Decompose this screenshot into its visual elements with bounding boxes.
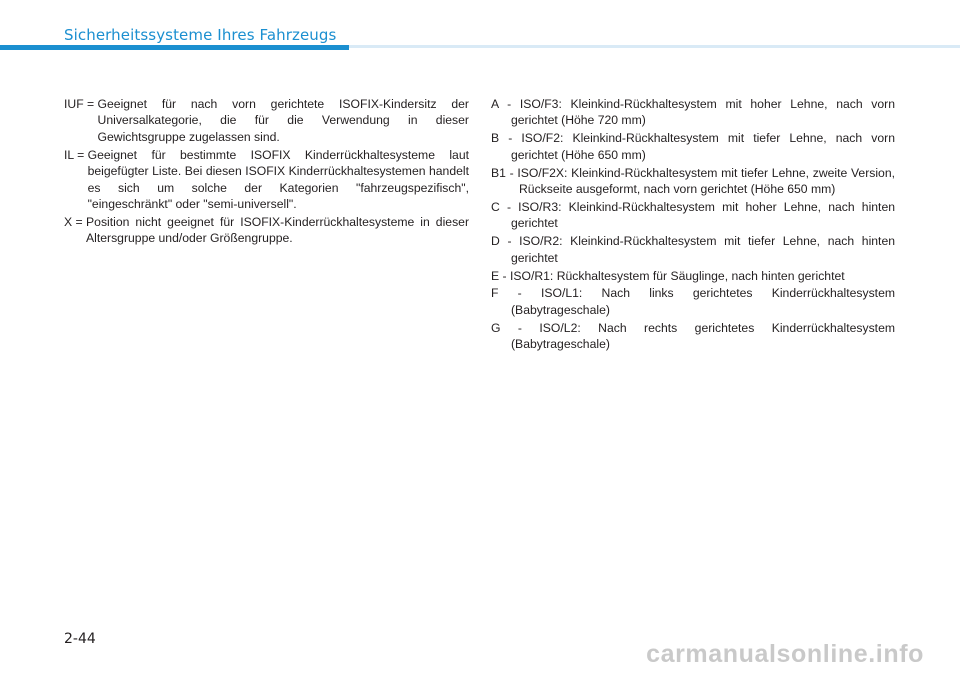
section-title: Sicherheitssysteme Ihres Fahrzeugs <box>64 26 337 44</box>
legend-text: Geeignet für bestimmte ISOFIX Kinderrückhaltesysteme laut beigefügter Liste. Bei diesen ISOFIX Kinderrückhaltesystemen handelt es sich um solche der Kategorien "fahrzeugspezifisch", "eingeschränkt" oder "semi-universell". <box>87 147 469 211</box>
legend-key: IUF = <box>64 97 98 111</box>
page-number: 2-44 <box>64 631 96 647</box>
legend-entry-x <box>64 214 469 247</box>
size-class-list <box>491 96 895 354</box>
size-class-item: B - ISO/F2: Kleinkind-Rückhaltesystem mit tiefer Lehne, nach vorn gerichtet (Höhe 650 mm) <box>491 131 895 162</box>
size-class-item: B1 - ISO/F2X: Kleinkind-Rückhaltesystem mit tiefer Lehne, zweite Version, Rückseite ausgeformt, nach vorn gerichtet (Höhe 650 mm) <box>491 165 895 197</box>
size-class-item: C - ISO/R3: Kleinkind-Rückhaltesystem mit hoher Lehne, nach hinten gerichtet <box>491 199 895 231</box>
legend-entry-il <box>64 147 469 213</box>
size-class-item: F - ISO/L1: Nach links gerichtetes Kinderrückhaltesystem (Babytrageschale) <box>491 286 895 317</box>
size-class-item: D - ISO/R2: Kleinkind-Rückhaltesystem mit tiefer Lehne, nach hinten gerichtet <box>491 234 895 265</box>
legend-key: X = <box>64 214 87 229</box>
legend-text: Position nicht geeignet für ISOFIX-Kinderrückhaltesysteme in dieser Altersgruppe und/oder Größengruppe. <box>86 214 469 246</box>
title-rule-accent <box>0 45 349 50</box>
watermark: carmanualsonline.info <box>646 640 924 668</box>
size-class-item: G - ISO/L2: Nach rechts gerichtetes Kinderrückhaltesystem (Babytrageschale) <box>491 320 895 352</box>
size-class-item: A - ISO/F3: Kleinkind-Rückhaltesystem mit hoher Lehne, nach vorn gerichtet (Höhe 720 mm) <box>491 97 895 128</box>
size-class-item: E - ISO/R1: Rückhaltesystem für Säuglinge, nach hinten gerichtet <box>491 268 845 283</box>
legend-text: Geeignet für nach vorn gerichtete ISOFIX-Kindersitz der Universalkategorie, die für die Verwendung in dieser Gewichtsgruppe zugelassen sind. <box>97 97 469 144</box>
legend-entry-iuf <box>64 96 469 145</box>
legend-left-column <box>64 96 469 248</box>
legend-key: IL = <box>64 147 88 162</box>
